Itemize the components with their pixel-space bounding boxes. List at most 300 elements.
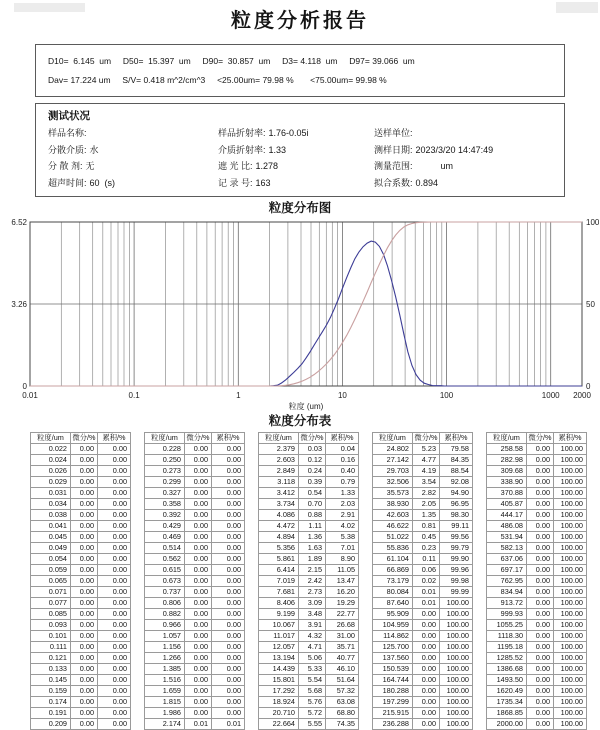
size-cell: 2.379	[259, 444, 299, 455]
cum-cell: 0.40	[326, 466, 359, 477]
diff-cell: 0.00	[185, 642, 212, 653]
table-header-row	[487, 433, 587, 444]
diff-cell: 0.01	[413, 587, 440, 598]
diff-cell: 0.00	[71, 477, 98, 488]
table-row	[259, 675, 359, 686]
size-cell: 20.710	[259, 708, 299, 719]
size-cell: 1195.18	[487, 642, 527, 653]
size-cell: 3.118	[259, 477, 299, 488]
table-row	[31, 686, 131, 697]
table-row	[145, 598, 245, 609]
cum-cell: 100.00	[440, 664, 473, 675]
table-row	[487, 697, 587, 708]
size-cell: 1.516	[145, 675, 185, 686]
cum-cell: 96.95	[440, 499, 473, 510]
cum-cell: 0.00	[212, 477, 245, 488]
cum-cell: 0.00	[98, 521, 131, 532]
test-status-box	[35, 103, 565, 197]
table-row	[31, 455, 131, 466]
diff-cell: 0.00	[527, 499, 554, 510]
diff-cell: 0.00	[71, 565, 98, 576]
diff-cell: 0.00	[71, 510, 98, 521]
table-row	[31, 708, 131, 719]
table-row	[259, 631, 359, 642]
diff-cell: 0.00	[185, 664, 212, 675]
status-field-value	[87, 128, 90, 138]
cum-cell: 92.08	[440, 477, 473, 488]
cum-cell: 35.71	[326, 642, 359, 653]
x-tick-label: 0.01	[22, 391, 38, 400]
cum-cell: 0.00	[98, 532, 131, 543]
cum-cell: 0.00	[212, 642, 245, 653]
diff-cell: 0.01	[185, 719, 212, 730]
table-row	[487, 543, 587, 554]
column-header: 微分/%	[72, 433, 96, 442]
cum-cell: 22.77	[326, 609, 359, 620]
size-cell: 9.199	[259, 609, 299, 620]
cum-cell: 0.00	[98, 642, 131, 653]
table-row	[31, 664, 131, 675]
cum-cell: 100.00	[554, 477, 587, 488]
distribution-table-group	[30, 432, 131, 730]
cum-cell: 100.00	[440, 598, 473, 609]
size-cell: 0.737	[145, 587, 185, 598]
cum-cell: 46.10	[326, 664, 359, 675]
table-row	[487, 642, 587, 653]
size-cell: 444.17	[487, 510, 527, 521]
cum-cell: 100.00	[554, 565, 587, 576]
diff-cell: 0.00	[185, 697, 212, 708]
size-cell: 0.031	[31, 488, 71, 499]
size-cell: 1.057	[145, 631, 185, 642]
x-tick-label: 10	[337, 391, 347, 400]
cum-cell: 63.08	[326, 697, 359, 708]
size-cell: 0.038	[31, 510, 71, 521]
size-cell: 4.086	[259, 510, 299, 521]
table-row	[373, 488, 473, 499]
diff-cell: 0.00	[413, 620, 440, 631]
cum-cell: 100.00	[440, 653, 473, 664]
diff-cell: 0.00	[185, 675, 212, 686]
diff-cell: 0.00	[185, 609, 212, 620]
cum-cell: 0.00	[98, 477, 131, 488]
cum-cell: 0.04	[326, 444, 359, 455]
cum-cell: 100.00	[440, 697, 473, 708]
diff-cell: 0.06	[413, 565, 440, 576]
cum-cell: 51.64	[326, 675, 359, 686]
table-row	[259, 532, 359, 543]
size-cell: 197.299	[373, 697, 413, 708]
cum-cell: 100.00	[554, 708, 587, 719]
size-cell: 164.744	[373, 675, 413, 686]
table-row	[487, 477, 587, 488]
table-row	[145, 576, 245, 587]
cum-cell: 0.00	[98, 620, 131, 631]
size-cell: 1.266	[145, 653, 185, 664]
diff-cell: 0.11	[413, 554, 440, 565]
diff-cell: 0.00	[527, 576, 554, 587]
table-row	[31, 499, 131, 510]
table-row	[373, 642, 473, 653]
table-row	[487, 565, 587, 576]
cum-cell: 0.00	[212, 576, 245, 587]
table-row	[373, 444, 473, 455]
table-row	[487, 719, 587, 730]
size-cell: 0.327	[145, 488, 185, 499]
table-row	[373, 664, 473, 675]
status-field-value: um	[415, 161, 454, 171]
status-field-label: 样品名称:	[48, 128, 87, 138]
diff-cell: 0.88	[299, 510, 326, 521]
table-row	[487, 664, 587, 675]
diff-cell: 0.39	[299, 477, 326, 488]
cum-cell: 98.30	[440, 510, 473, 521]
table-row	[373, 697, 473, 708]
cum-cell: 0.00	[98, 455, 131, 466]
size-cell: 637.06	[487, 554, 527, 565]
table-row	[31, 444, 131, 455]
size-cell: 0.045	[31, 532, 71, 543]
cum-cell: 2.03	[326, 499, 359, 510]
diff-cell: 0.00	[527, 642, 554, 653]
table-row	[145, 686, 245, 697]
size-cell: 0.882	[145, 609, 185, 620]
diff-cell: 0.00	[71, 598, 98, 609]
table-row	[259, 697, 359, 708]
table-row	[487, 631, 587, 642]
column-header: 累积/%	[440, 433, 473, 444]
cum-cell: 0.00	[212, 620, 245, 631]
status-field-label: 拟合系数:	[374, 177, 413, 188]
status-field-label: 介质折射率:	[218, 144, 266, 155]
diff-cell: 0.00	[185, 620, 212, 631]
cum-cell: 100.00	[554, 664, 587, 675]
table-row	[373, 543, 473, 554]
cum-cell: 100.00	[554, 719, 587, 730]
table-row	[373, 609, 473, 620]
diff-cell: 0.00	[413, 675, 440, 686]
table-row	[373, 521, 473, 532]
cum-cell: 100.00	[440, 609, 473, 620]
test-status-title: 测试状况	[48, 110, 90, 122]
size-cell: 13.194	[259, 653, 299, 664]
table-row	[145, 697, 245, 708]
size-cell: 3.734	[259, 499, 299, 510]
cum-cell: 0.00	[212, 521, 245, 532]
table-header-row	[31, 433, 131, 444]
cum-cell: 94.90	[440, 488, 473, 499]
summary-line-2: Dav= 17.224 um S/V= 0.418 m^2/cm^3 <25.00um= 79.98 % <75.00um= 99.98 %	[48, 75, 387, 85]
cum-cell: 100.00	[440, 708, 473, 719]
table-row	[259, 543, 359, 554]
column-header: 累积/%	[326, 433, 359, 444]
cum-cell: 99.79	[440, 543, 473, 554]
report-title: 粒度分析报告	[231, 10, 369, 32]
status-field	[218, 175, 374, 192]
diff-cell: 0.00	[185, 565, 212, 576]
cum-cell: 0.00	[98, 499, 131, 510]
table-row	[373, 587, 473, 598]
diff-cell: 0.00	[185, 477, 212, 488]
diff-cell: 0.00	[185, 466, 212, 477]
table-row	[373, 653, 473, 664]
diff-cell: 0.00	[413, 708, 440, 719]
table-row	[373, 631, 473, 642]
status-field-label: 分散介质:	[48, 144, 87, 155]
diff-cell: 0.00	[527, 532, 554, 543]
cum-cell: 100.00	[554, 521, 587, 532]
size-cell: 24.802	[373, 444, 413, 455]
cum-cell: 1.33	[326, 488, 359, 499]
table-row	[373, 675, 473, 686]
diff-cell: 0.00	[71, 554, 98, 565]
diff-cell: 0.00	[413, 609, 440, 620]
size-cell: 0.174	[31, 697, 71, 708]
size-cell: 1285.52	[487, 653, 527, 664]
status-field-value: 1.278	[255, 161, 279, 171]
cum-cell: 99.56	[440, 532, 473, 543]
size-cell: 0.209	[31, 719, 71, 730]
table-row	[259, 587, 359, 598]
column-header: 粒度/um	[31, 433, 71, 444]
size-cell: 0.299	[145, 477, 185, 488]
diff-cell: 0.00	[71, 609, 98, 620]
cum-cell: 5.38	[326, 532, 359, 543]
column-header: 粒度/um	[487, 433, 527, 444]
size-cell: 73.179	[373, 576, 413, 587]
size-cell: 338.90	[487, 477, 527, 488]
cum-cell: 100.00	[554, 576, 587, 587]
diff-cell: 0.70	[299, 499, 326, 510]
table-row	[31, 620, 131, 631]
status-field-label: 超声时间:	[48, 177, 87, 188]
size-cell: 3.412	[259, 488, 299, 499]
cum-cell: 0.00	[98, 488, 131, 499]
table-row	[145, 543, 245, 554]
test-status-grid	[48, 125, 552, 191]
x-tick-label: 1000	[541, 391, 560, 400]
diff-cell: 0.00	[71, 466, 98, 477]
table-row	[259, 455, 359, 466]
diff-cell: 3.54	[413, 477, 440, 488]
differential-curve	[30, 241, 582, 386]
table-row	[145, 719, 245, 730]
cum-cell: 0.00	[212, 653, 245, 664]
table-row	[373, 598, 473, 609]
size-cell: 2.849	[259, 466, 299, 477]
status-field-label: 测样日期:	[374, 144, 413, 155]
diff-cell: 4.19	[413, 466, 440, 477]
chart-title: 粒度分布图	[268, 201, 332, 215]
size-cell: 35.573	[373, 488, 413, 499]
cum-cell: 0.00	[212, 466, 245, 477]
table-row	[145, 488, 245, 499]
table-row	[31, 675, 131, 686]
size-cell: 1.986	[145, 708, 185, 719]
cum-cell: 0.00	[212, 455, 245, 466]
cum-cell: 100.00	[440, 620, 473, 631]
diff-cell: 0.00	[71, 719, 98, 730]
size-cell: 12.057	[259, 642, 299, 653]
status-field	[48, 175, 218, 192]
cum-cell: 0.00	[98, 576, 131, 587]
table-row	[487, 499, 587, 510]
diff-cell: 0.54	[299, 488, 326, 499]
diff-cell: 5.72	[299, 708, 326, 719]
size-cell: 405.87	[487, 499, 527, 510]
diff-cell: 0.00	[185, 499, 212, 510]
status-field	[218, 142, 374, 159]
cum-cell: 100.00	[440, 642, 473, 653]
status-column	[374, 125, 552, 191]
cum-cell: 0.00	[212, 675, 245, 686]
cum-cell: 0.00	[98, 609, 131, 620]
table-row	[373, 565, 473, 576]
status-field	[374, 175, 552, 192]
column-header: 累积/%	[98, 433, 131, 444]
diff-cell: 0.00	[71, 631, 98, 642]
table-row	[145, 554, 245, 565]
size-cell: 0.022	[31, 444, 71, 455]
status-column	[218, 125, 374, 191]
size-cell: 5.356	[259, 543, 299, 554]
diff-cell: 0.00	[413, 642, 440, 653]
cum-cell: 4.02	[326, 521, 359, 532]
size-cell: 0.026	[31, 466, 71, 477]
diff-cell: 4.32	[299, 631, 326, 642]
diff-cell: 0.00	[71, 543, 98, 554]
size-cell: 834.94	[487, 587, 527, 598]
size-cell: 55.836	[373, 543, 413, 554]
cum-cell: 0.00	[98, 686, 131, 697]
status-field-label: 样品折射率:	[218, 128, 266, 138]
table-row	[31, 543, 131, 554]
status-field-value: 水	[89, 144, 99, 155]
table-row	[373, 499, 473, 510]
size-cell: 531.94	[487, 532, 527, 543]
status-column	[48, 125, 218, 191]
table-row	[259, 510, 359, 521]
y-right-tick-label: 50	[586, 300, 595, 309]
size-cell: 7.019	[259, 576, 299, 587]
cum-cell: 0.00	[98, 631, 131, 642]
size-cell: 1620.49	[487, 686, 527, 697]
table-row	[259, 708, 359, 719]
table-row	[145, 444, 245, 455]
diff-cell: 0.00	[71, 532, 98, 543]
cum-cell: 84.35	[440, 455, 473, 466]
diff-cell: 0.00	[71, 499, 98, 510]
cum-cell: 16.20	[326, 587, 359, 598]
column-header: 粒度/um	[373, 433, 413, 444]
cum-cell: 99.90	[440, 554, 473, 565]
y-left-tick-label: 3.26	[11, 300, 27, 309]
size-cell: 1.385	[145, 664, 185, 675]
diff-cell: 0.00	[185, 532, 212, 543]
diff-cell: 0.00	[71, 488, 98, 499]
size-cell: 0.806	[145, 598, 185, 609]
diff-cell: 0.12	[299, 455, 326, 466]
size-cell: 15.801	[259, 675, 299, 686]
size-cell: 1.156	[145, 642, 185, 653]
cum-cell: 100.00	[554, 587, 587, 598]
table-row	[487, 598, 587, 609]
table-row	[487, 466, 587, 477]
diff-cell: 0.00	[185, 686, 212, 697]
summary-line-1: D10= 6.145 um D50= 15.397 um D90= 30.857 um D3= 4.118 um D97= 39.066 um	[48, 56, 415, 66]
table-row	[31, 697, 131, 708]
diff-cell: 0.00	[527, 598, 554, 609]
table-row	[259, 554, 359, 565]
table-row	[145, 708, 245, 719]
table-row	[31, 609, 131, 620]
size-cell: 17.292	[259, 686, 299, 697]
diff-cell: 0.00	[413, 697, 440, 708]
diff-cell: 0.00	[527, 554, 554, 565]
cum-cell: 100.00	[554, 532, 587, 543]
status-field	[218, 158, 374, 175]
table-row	[373, 554, 473, 565]
cum-cell: 0.00	[98, 708, 131, 719]
diff-cell: 1.35	[413, 510, 440, 521]
table-row	[145, 653, 245, 664]
summary-box	[35, 44, 565, 97]
size-cell: 0.358	[145, 499, 185, 510]
diff-cell: 0.00	[71, 521, 98, 532]
table-row	[31, 598, 131, 609]
diff-cell: 0.00	[185, 543, 212, 554]
cum-cell: 0.00	[212, 488, 245, 499]
diff-cell: 5.55	[299, 719, 326, 730]
table-row	[373, 532, 473, 543]
size-cell: 370.88	[487, 488, 527, 499]
diff-cell: 0.23	[413, 543, 440, 554]
cum-cell: 0.00	[98, 543, 131, 554]
table-row	[145, 565, 245, 576]
size-cell: 10.067	[259, 620, 299, 631]
diff-cell: 2.15	[299, 565, 326, 576]
diff-cell: 0.00	[527, 510, 554, 521]
status-field-value: 163	[255, 177, 271, 188]
table-row	[145, 642, 245, 653]
cum-cell: 0.00	[212, 598, 245, 609]
cum-cell: 0.00	[212, 543, 245, 554]
cum-cell: 0.00	[212, 587, 245, 598]
cum-cell: 100.00	[440, 675, 473, 686]
diff-cell: 1.63	[299, 543, 326, 554]
table-row	[259, 499, 359, 510]
cum-cell: 0.00	[212, 554, 245, 565]
size-cell: 1386.68	[487, 664, 527, 675]
size-cell: 0.133	[31, 664, 71, 675]
table-row	[259, 664, 359, 675]
cum-cell: 74.35	[326, 719, 359, 730]
cum-cell: 100.00	[554, 466, 587, 477]
table-row	[31, 488, 131, 499]
table-row	[259, 609, 359, 620]
cum-cell: 0.00	[212, 664, 245, 675]
status-field-value: 无	[85, 161, 95, 171]
table-row	[259, 686, 359, 697]
table-row	[487, 455, 587, 466]
table-row	[31, 510, 131, 521]
cum-cell: 79.58	[440, 444, 473, 455]
cum-cell: 8.90	[326, 554, 359, 565]
column-header: 累积/%	[212, 433, 245, 444]
diff-cell: 0.00	[71, 444, 98, 455]
table-row	[31, 653, 131, 664]
size-cell: 150.539	[373, 664, 413, 675]
